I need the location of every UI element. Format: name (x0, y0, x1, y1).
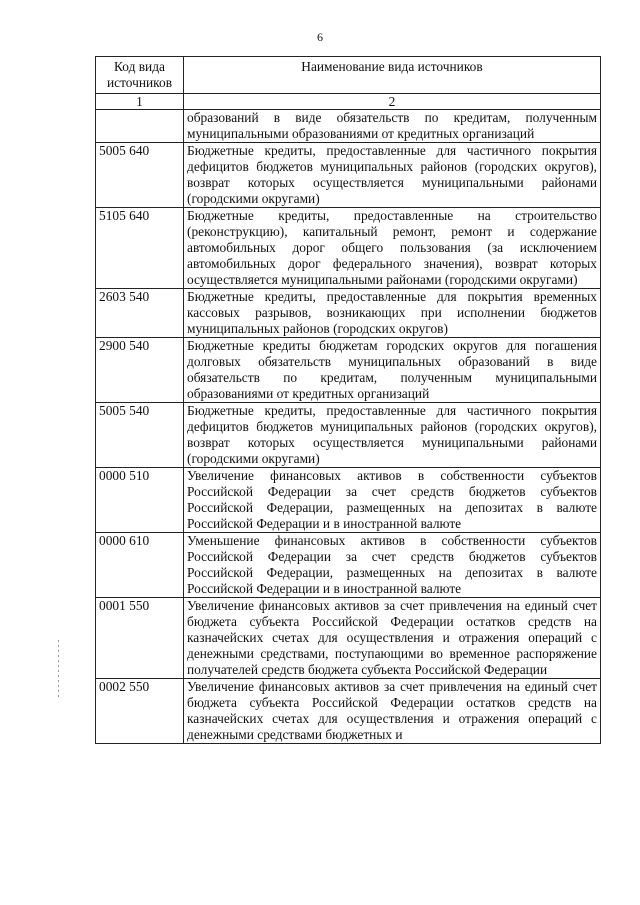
source-name-cell: Увеличение финансовых активов за счет привлечения на единый счет бюджета субъекта Российской Федерации остатков средств на казначейских счетах для осуществления и отражения операций с денежными средствами бюджетных и (184, 679, 601, 744)
table-row (96, 533, 601, 598)
source-name-cell: Бюджетные кредиты, предоставленные для частичного покрытия дефицитов бюджетов муниципальных районов (городских округов), возврат которых осуществляется муниципальными районами (городскими округами) (184, 403, 601, 468)
source-codes-table (95, 56, 601, 744)
source-name-cell: Бюджетные кредиты, предоставленные на строительство (реконструкцию), капитальный ремонт, ремонт и содержание автомобильных дорог общего пользования (за исключением автомобильных дорог федерального значения), возврат которых осуществляется муниципальными районами (городскими округами) (184, 208, 601, 289)
table-row (96, 679, 601, 744)
source-code-cell: 5105 640 (96, 208, 184, 289)
source-code-cell: 5005 540 (96, 403, 184, 468)
header-source-code: Код вида источников (96, 57, 184, 94)
table-header-row (96, 57, 601, 94)
source-code-cell: 0000 610 (96, 533, 184, 598)
table-row (96, 289, 601, 338)
source-code-cell: 2900 540 (96, 338, 184, 403)
source-code-cell: 0001 550 (96, 598, 184, 679)
column-number-2: 2 (184, 94, 601, 110)
table-row (96, 110, 601, 143)
source-name-cell: Увеличение финансовых активов в собственности субъектов Российской Федерации за счет средств бюджетов субъектов Российской Федерации, размещенных на депозитах в валюте Российской Федерации и в иностранной валюте (184, 468, 601, 533)
column-number-row (96, 94, 601, 110)
source-code-cell: 0000 510 (96, 468, 184, 533)
source-code-cell: 0002 550 (96, 679, 184, 744)
table-row (96, 468, 601, 533)
source-name-cell: образований в виде обязательств по кредитам, полученным муниципальными образованиями от кредитных организаций (184, 110, 601, 143)
page-number: 6 (317, 30, 323, 44)
source-name-cell: Бюджетные кредиты, предоставленные для покрытия временных кассовых разрывов, возникающих при исполнении бюджетов муниципальных районов (городских округов) (184, 289, 601, 338)
table-row (96, 338, 601, 403)
source-name-cell: Уменьшение финансовых активов в собственности субъектов Российской Федерации за счет средств бюджетов субъектов Российской Федерации, размещенных на депозитах в валюте Российской Федерации и в иностранной валюте (184, 533, 601, 598)
source-code-cell (96, 110, 184, 143)
source-code-cell: 2603 540 (96, 289, 184, 338)
source-name-cell: Бюджетные кредиты бюджетам городских округов для погашения долговых обязательств муниципальных образований в виде обязательств по кредитам, полученным муниципальными образованиями от кредитных организаций (184, 338, 601, 403)
table-row (96, 403, 601, 468)
margin-mark (58, 640, 59, 700)
table-body (96, 110, 601, 744)
source-name-cell: Бюджетные кредиты, предоставленные для частичного покрытия дефицитов бюджетов муниципальных районов (городских округов), возврат которых осуществляется муниципальными районами (городскими округами) (184, 143, 601, 208)
table-row (96, 208, 601, 289)
column-number-1: 1 (96, 94, 184, 110)
header-source-name: Наименование вида источников (184, 57, 601, 94)
table-row (96, 143, 601, 208)
table-row (96, 598, 601, 679)
source-name-cell: Увеличение финансовых активов за счет привлечения на единый счет бюджета субъекта Российской Федерации остатков средств на казначейских счетах для осуществления и отражения операций с денежными средствами, поступающими во временное распоряжение получателей средств бюджета субъекта Российской Федерации (184, 598, 601, 679)
source-code-cell: 5005 640 (96, 143, 184, 208)
